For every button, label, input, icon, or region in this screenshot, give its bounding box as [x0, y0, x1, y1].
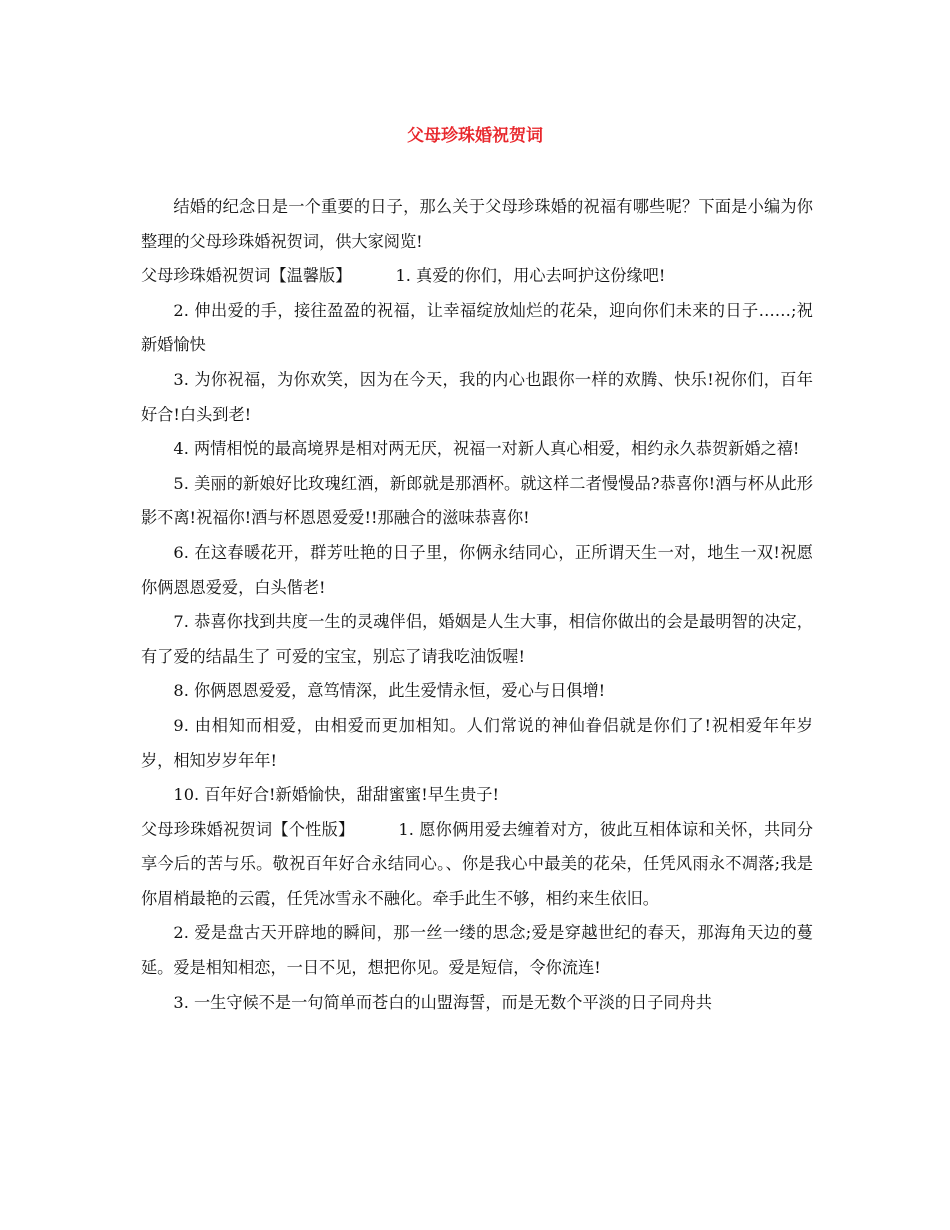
list-item: 2. 伸出爱的手，接往盈盈的祝福，让幸福绽放灿烂的花朵，迎向你们未来的日子……;祝新婚愉快 — [141, 300, 813, 355]
section-personal — [141, 813, 813, 917]
document-body — [141, 190, 813, 1020]
list-item: 3. 为你祝福，为你欢笑，因为在今天，我的内心也跟你一样的欢腾、快乐!祝你们，百年好合!白头到老! — [141, 369, 813, 424]
section-personal-item-1: 1. 愿你俩用爱去缠着对方，彼此互相体谅和关怀，共同分享今后的苦与乐。敬祝百年好合永结同心。、你是我心中最美的花朵，任凭风雨永不凋落;我是你眉梢最艳的云霞，任凭冰雪永不融化。牵手此生不够，相约来生依旧。 — [141, 819, 814, 908]
list-item: 8. 你俩恩恩爱爱，意笃情深，此生爱情永恒，爱心与日俱增! — [173, 681, 606, 701]
page-title: 父母珍珠婚祝贺词 — [407, 126, 543, 146]
list-item: 9. 由相知而相爱，由相爱而更加相知。人们常说的神仙眷侣就是你们了!祝相爱年年岁岁，相知岁岁年年! — [141, 715, 813, 770]
list-item: 10. 百年好合!新婚愉快，甜甜蜜蜜!早生贵子! — [173, 785, 499, 805]
list-item: 5. 美丽的新娘好比玫瑰红酒，新郎就是那酒杯。就这样二者慢慢品?恭喜你!酒与杯从此形影不离!祝福你!酒与杯恩恩爱爱!!那融合的滋味恭喜你! — [141, 473, 813, 528]
section-warm — [141, 259, 813, 294]
list-item: 3. 一生守候不是一句简单而苍白的山盟海誓，而是无数个平淡的日子同舟共 — [173, 992, 712, 1012]
list-item: 2. 爱是盘古天开辟地的瞬间，那一丝一缕的思念;爱是穿越世纪的春天，那海角天边的蔓延。爱是相知相恋，一日不见，想把你见。爱是短信，令你流连! — [141, 923, 813, 978]
list-item: 4. 两情相悦的最高境界是相对两无厌，祝福一对新人真心相爱，相约永久恭贺新婚之禧! — [173, 439, 800, 459]
section-heading-warm: 父母珍珠婚祝贺词【温馨版】 — [141, 266, 352, 286]
list-item: 7. 恭喜你找到共度一生的灵魂伴侣，婚姻是人生大事，相信你做出的会是最明智的决定，有了爱的结晶生了 可爱的宝宝，别忘了请我吃油饭喔! — [141, 612, 813, 666]
section-heading-personal: 父母珍珠婚祝贺词【个性版】 — [141, 819, 355, 839]
section-warm-item-1: 1. 真爱的你们，用心去呵护这份缘吧! — [395, 266, 666, 286]
intro-paragraph: 结婚的纪念日是一个重要的日子，那么关于父母珍珠婚的祝福有哪些呢？下面是小编为你整理的父母珍珠婚祝贺词，供大家阅览! — [141, 197, 813, 251]
list-item: 6. 在这春暖花开，群芳吐艳的日子里，你俩永结同心，正所谓天生一对，地生一双!祝愿你俩恩恩爱爱，白头偕老! — [141, 542, 813, 597]
